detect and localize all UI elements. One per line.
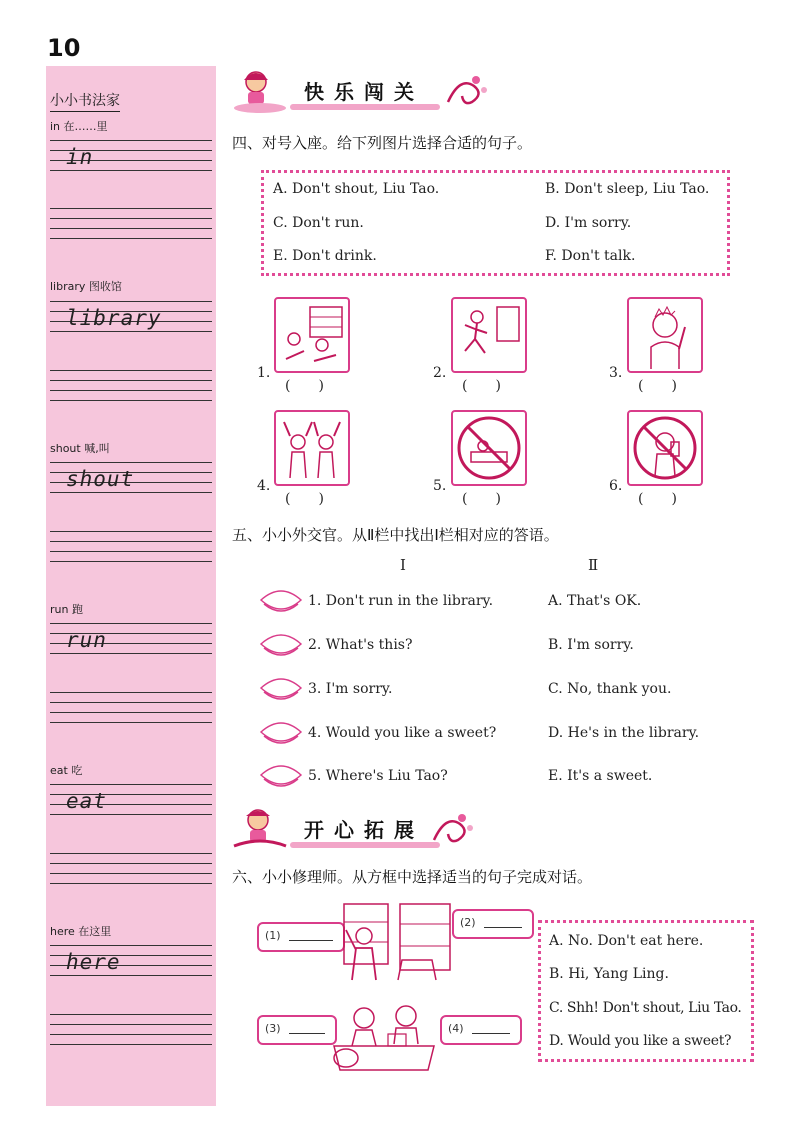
picture-5 xyxy=(451,410,527,486)
boy-apologizing-icon xyxy=(629,299,701,371)
section-4-title: 四、对号入座。给下列图片选择合适的句子。 xyxy=(232,134,533,152)
script-word-library: library xyxy=(66,306,162,330)
question-4: 4. Would you like a sweet? xyxy=(308,725,497,741)
banner-title: 开心拓展 xyxy=(304,818,424,842)
question-2: 2. What's this? xyxy=(308,637,413,653)
picture-3 xyxy=(627,297,703,373)
library-scene-illustration xyxy=(342,900,454,982)
script-word-eat: eat xyxy=(66,789,107,813)
script-word-run: run xyxy=(66,628,107,652)
picture-number: 6. xyxy=(609,478,623,494)
question-1: 1. Don't run in the library. xyxy=(308,593,494,609)
option-d: D. I'm sorry. xyxy=(545,215,632,231)
picture-number: 3. xyxy=(609,365,623,381)
dialogue-blank-4[interactable] xyxy=(440,1015,522,1045)
picture-number: 5. xyxy=(433,478,447,494)
vocab-label-eat: eat 吃 xyxy=(50,764,83,777)
option-e: E. Don't drink. xyxy=(273,248,377,264)
blank-number: (4) xyxy=(448,1022,464,1035)
vocab-label-shout: shout 喊,叫 xyxy=(50,442,110,455)
script-word-shout: shout xyxy=(66,467,135,491)
answer-a: A. That's OK. xyxy=(548,593,642,609)
vocab-label-in: in 在……里 xyxy=(50,120,108,133)
banner-underline xyxy=(290,104,440,110)
swirl-ornament-icon xyxy=(440,72,490,110)
boy-running-icon xyxy=(453,299,525,371)
petal-answer-icon xyxy=(258,632,304,658)
vocab-label-run: run 跑 xyxy=(50,603,83,616)
vocab-label-library: library 图收馆 xyxy=(50,280,122,293)
question-3: 3. I'm sorry. xyxy=(308,681,393,697)
answer-blank[interactable]: ( ) xyxy=(285,491,324,507)
picture-number: 1. xyxy=(257,365,271,381)
dialogue-option-d: D. Would you like a sweet? xyxy=(549,1033,732,1049)
answer-blank[interactable]: ( ) xyxy=(285,378,324,394)
sidebar-title: 小小书法家 xyxy=(50,90,120,112)
option-c: C. Don't run. xyxy=(273,215,364,231)
cartoon-girl-icon xyxy=(230,68,290,114)
column-1-header: Ⅰ xyxy=(400,556,406,574)
banner-happy-extension xyxy=(230,806,490,850)
dialogue-option-a: A. No. Don't eat here. xyxy=(549,933,704,949)
column-2-header: Ⅱ xyxy=(588,556,599,574)
writing-lines xyxy=(50,1014,212,1054)
petal-answer-icon xyxy=(258,588,304,614)
dialogue-option-c: C. Shh! Don't shout, Liu Tao. xyxy=(549,1000,742,1016)
dialogue-option-b: B. Hi, Yang Ling. xyxy=(549,966,669,982)
answer-blank[interactable]: ( ) xyxy=(462,378,501,394)
picture-6 xyxy=(627,410,703,486)
question-5: 5. Where's Liu Tao? xyxy=(308,768,448,784)
picture-number: 4. xyxy=(257,478,271,494)
petal-answer-icon xyxy=(258,720,304,746)
script-word-here: here xyxy=(66,950,121,974)
option-f: F. Don't talk. xyxy=(545,248,636,264)
answer-c: C. No, thank you. xyxy=(548,681,672,697)
dialogue-blank-1[interactable] xyxy=(257,922,345,952)
vocab-label-here: here 在这里 xyxy=(50,925,112,938)
petal-answer-icon xyxy=(258,676,304,702)
writing-lines xyxy=(50,692,212,732)
picture-2 xyxy=(451,297,527,373)
answer-d: D. He's in the library. xyxy=(548,725,700,741)
options-box-section-4 xyxy=(261,170,730,276)
answer-blank[interactable]: ( ) xyxy=(638,378,677,394)
answer-b: B. I'm sorry. xyxy=(548,637,634,653)
picture-1 xyxy=(274,297,350,373)
answer-e: E. It's a sweet. xyxy=(548,768,653,784)
writing-lines xyxy=(50,531,212,571)
options-box-section-6 xyxy=(538,920,754,1062)
sidebar-calligraphy xyxy=(46,66,216,1106)
dialogue-blank-3[interactable] xyxy=(257,1015,337,1045)
banner-happy-challenge xyxy=(230,68,490,112)
option-b: B. Don't sleep, Liu Tao. xyxy=(545,181,710,197)
section-5-title: 五、小小外交官。从Ⅱ栏中找出Ⅰ栏相对应的答语。 xyxy=(232,526,559,544)
blank-number: (1) xyxy=(265,929,281,942)
option-a: A. Don't shout, Liu Tao. xyxy=(273,181,440,197)
petal-answer-icon xyxy=(258,763,304,789)
children-in-library-icon xyxy=(276,299,348,371)
answer-blank[interactable]: ( ) xyxy=(638,491,677,507)
writing-lines xyxy=(50,853,212,893)
section-6-title: 六、小小修理师。从方框中选择适当的句子完成对话。 xyxy=(232,868,593,886)
cartoon-boy-icon xyxy=(230,806,290,852)
swirl-ornament-icon xyxy=(426,810,476,848)
page-number: 10 xyxy=(47,34,81,62)
no-drinking-sign-icon xyxy=(629,412,701,484)
eating-scene-illustration xyxy=(330,1000,438,1072)
writing-lines xyxy=(50,370,212,410)
picture-4 xyxy=(274,410,350,486)
no-sleeping-sign-icon xyxy=(453,412,525,484)
dialogue-blank-2[interactable] xyxy=(452,909,534,939)
blank-number: (2) xyxy=(460,916,476,929)
children-shouting-icon xyxy=(276,412,348,484)
answer-blank[interactable]: ( ) xyxy=(462,491,501,507)
blank-number: (3) xyxy=(265,1022,281,1035)
script-word-in: in xyxy=(66,145,94,169)
banner-title: 快乐闯关 xyxy=(304,80,424,104)
banner-underline xyxy=(290,842,440,848)
picture-number: 2. xyxy=(433,365,447,381)
writing-lines xyxy=(50,208,212,248)
